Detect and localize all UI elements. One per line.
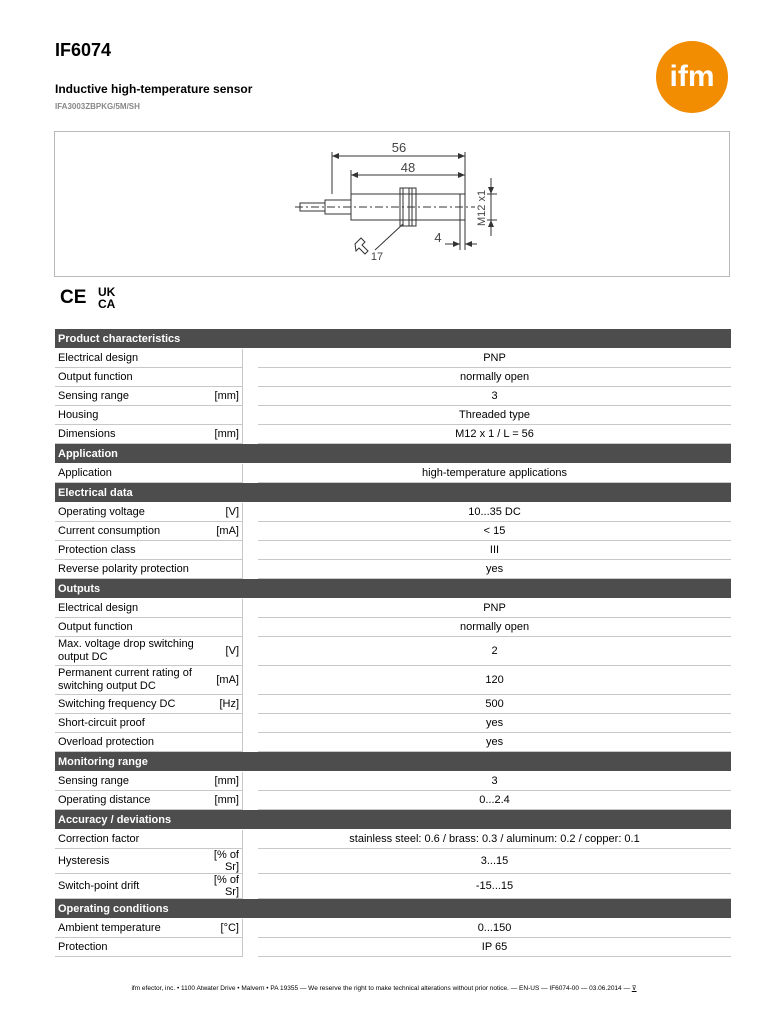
spec-unit: [V]	[205, 503, 243, 522]
spec-row	[55, 406, 731, 425]
spec-row	[55, 772, 731, 791]
spec-label: Application	[55, 464, 205, 483]
spacer	[243, 618, 258, 637]
spacer	[243, 599, 258, 618]
dim-face: 4	[434, 230, 442, 245]
spec-row	[55, 503, 731, 522]
spec-label: Correction factor	[55, 830, 205, 849]
spec-label: Max. voltage drop switching output DC	[55, 637, 205, 666]
spec-value: 2	[258, 637, 731, 666]
spec-value: 10...35 DC	[258, 503, 731, 522]
spec-label: Overload protection	[55, 733, 205, 752]
spec-unit: [mA]	[205, 522, 243, 541]
spec-unit: [% of Sr]	[205, 849, 243, 874]
dim-thread-label: M12 x1	[476, 189, 488, 226]
spec-row	[55, 464, 731, 483]
spacer	[243, 938, 258, 957]
spec-unit	[205, 733, 243, 752]
ifm-logo	[655, 40, 729, 114]
certification-marks	[57, 284, 127, 310]
spec-label: Output function	[55, 618, 205, 637]
spec-label: Operating distance	[55, 791, 205, 810]
section-header	[55, 444, 731, 463]
spec-row	[55, 637, 731, 666]
spec-unit: [% of Sr]	[205, 874, 243, 899]
spacer	[243, 791, 258, 810]
spec-label: Current consumption	[55, 522, 205, 541]
svg-text:ifm: ifm	[669, 60, 715, 93]
spec-value: < 15	[258, 522, 731, 541]
product-code: IF6074	[55, 40, 112, 60]
spacer	[243, 387, 258, 406]
spec-value: 120	[258, 666, 731, 695]
spec-row	[55, 666, 731, 695]
section-title: Electrical data	[55, 483, 731, 502]
spec-unit	[205, 938, 243, 957]
dimension-drawing	[54, 131, 730, 277]
spec-value: PNP	[258, 599, 731, 618]
spacer	[243, 541, 258, 560]
spec-value: 3...15	[258, 849, 731, 874]
spec-row	[55, 849, 731, 874]
section-title: Outputs	[55, 579, 731, 598]
spec-label: Switch-point drift	[55, 874, 205, 899]
spacer	[243, 637, 258, 666]
spec-unit	[205, 368, 243, 387]
dim-overall: 56	[391, 140, 407, 155]
spec-row	[55, 695, 731, 714]
spec-value: high-temperature applications	[258, 464, 731, 483]
spec-label: Output function	[55, 368, 205, 387]
spec-label: Dimensions	[55, 425, 205, 444]
spec-label: Protection class	[55, 541, 205, 560]
section-header	[55, 483, 731, 502]
spacer	[243, 666, 258, 695]
spec-row	[55, 618, 731, 637]
spec-label: Operating voltage	[55, 503, 205, 522]
spec-value: Threaded type	[258, 406, 731, 425]
spec-label: Protection	[55, 938, 205, 957]
spec-value: yes	[258, 560, 731, 579]
spec-unit: [mA]	[205, 666, 243, 695]
spec-label: Short-circuit proof	[55, 714, 205, 733]
spec-value: M12 x 1 / L = 56	[258, 425, 731, 444]
spec-value: PNP	[258, 349, 731, 368]
spec-unit	[205, 560, 243, 579]
spacer	[243, 695, 258, 714]
section-header	[55, 329, 731, 348]
spec-label: Switching frequency DC	[55, 695, 205, 714]
spec-unit	[205, 830, 243, 849]
spec-unit	[205, 599, 243, 618]
spacer	[243, 919, 258, 938]
spec-value: 0...2.4	[258, 791, 731, 810]
ukca-mark-top: UK	[98, 285, 116, 299]
spacer	[243, 368, 258, 387]
spec-unit	[205, 464, 243, 483]
spec-value: 0...150	[258, 919, 731, 938]
spec-label: Ambient temperature	[55, 919, 205, 938]
section-title: Operating conditions	[55, 899, 731, 918]
spec-value: stainless steel: 0.6 / brass: 0.3 / aluminum: 0.2 / copper: 0.1	[258, 830, 731, 849]
spec-value: IP 65	[258, 938, 731, 957]
spec-value: yes	[258, 733, 731, 752]
spec-unit	[205, 541, 243, 560]
spec-unit	[205, 714, 243, 733]
spec-row	[55, 733, 731, 752]
spacer	[243, 406, 258, 425]
spec-label: Electrical design	[55, 349, 205, 368]
spec-value: normally open	[258, 368, 731, 387]
spec-label: Hysteresis	[55, 849, 205, 874]
spec-label: Permanent current rating of switching output DC	[55, 666, 205, 695]
spec-value: 3	[258, 387, 731, 406]
section-title: Accuracy / deviations	[55, 810, 731, 829]
spacer	[243, 522, 258, 541]
spec-unit: [mm]	[205, 791, 243, 810]
spec-unit	[205, 349, 243, 368]
section-header	[55, 899, 731, 918]
spec-unit: [Hz]	[205, 695, 243, 714]
section-title: Monitoring range	[55, 752, 731, 771]
spec-label: Reverse polarity protection	[55, 560, 205, 579]
order-code: IFA3003ZBPKG/5M/SH	[55, 102, 140, 111]
spec-unit: [mm]	[205, 772, 243, 791]
spec-row	[55, 791, 731, 810]
spec-row	[55, 560, 731, 579]
spec-value: 500	[258, 695, 731, 714]
spec-unit: [°C]	[205, 919, 243, 938]
section-header	[55, 810, 731, 829]
footer-text: ifm efector, inc. • 1100 Atwater Drive • Malvern • PA 19355 — We reserve the right to make technical alterations without prior notice. — EN-US — IF6074-00 — 03.06.2014 —	[131, 985, 630, 992]
spec-row	[55, 425, 731, 444]
spec-label: Electrical design	[55, 599, 205, 618]
spec-unit: [mm]	[205, 387, 243, 406]
qr-icon: ⊽	[631, 985, 637, 992]
spacer	[243, 714, 258, 733]
spacer	[243, 733, 258, 752]
dim-thread: 48	[400, 160, 416, 175]
spec-label: Sensing range	[55, 772, 205, 791]
spacer	[243, 503, 258, 522]
spec-row	[55, 938, 731, 957]
footer	[0, 984, 768, 992]
ukca-mark-bottom: CA	[98, 297, 116, 310]
spacer	[243, 560, 258, 579]
spacer	[243, 830, 258, 849]
spec-row	[55, 387, 731, 406]
spec-row	[55, 541, 731, 560]
section-header	[55, 579, 731, 598]
dim-wrench: 17	[370, 251, 384, 263]
spec-row	[55, 522, 731, 541]
spacer	[243, 772, 258, 791]
spec-unit	[205, 406, 243, 425]
spec-row	[55, 919, 731, 938]
spec-row	[55, 599, 731, 618]
spec-unit	[205, 618, 243, 637]
spec-unit: [mm]	[205, 425, 243, 444]
spacer	[243, 425, 258, 444]
spec-row	[55, 349, 731, 368]
spec-unit: [V]	[205, 637, 243, 666]
spec-table	[55, 329, 731, 957]
spec-value: normally open	[258, 618, 731, 637]
product-name: Inductive high-temperature sensor	[55, 82, 253, 96]
spec-row	[55, 874, 731, 899]
spacer	[243, 464, 258, 483]
spec-value: 3	[258, 772, 731, 791]
spec-row	[55, 368, 731, 387]
spacer	[243, 849, 258, 874]
spec-label: Sensing range	[55, 387, 205, 406]
spec-row	[55, 830, 731, 849]
section-title: Application	[55, 444, 731, 463]
spec-value: III	[258, 541, 731, 560]
spec-row	[55, 714, 731, 733]
spacer	[243, 349, 258, 368]
spec-label: Housing	[55, 406, 205, 425]
spec-value: -15...15	[258, 874, 731, 899]
spec-value: yes	[258, 714, 731, 733]
section-title: Product characteristics	[55, 329, 731, 348]
ce-mark: CE	[60, 287, 87, 308]
spacer	[243, 874, 258, 899]
section-header	[55, 752, 731, 771]
